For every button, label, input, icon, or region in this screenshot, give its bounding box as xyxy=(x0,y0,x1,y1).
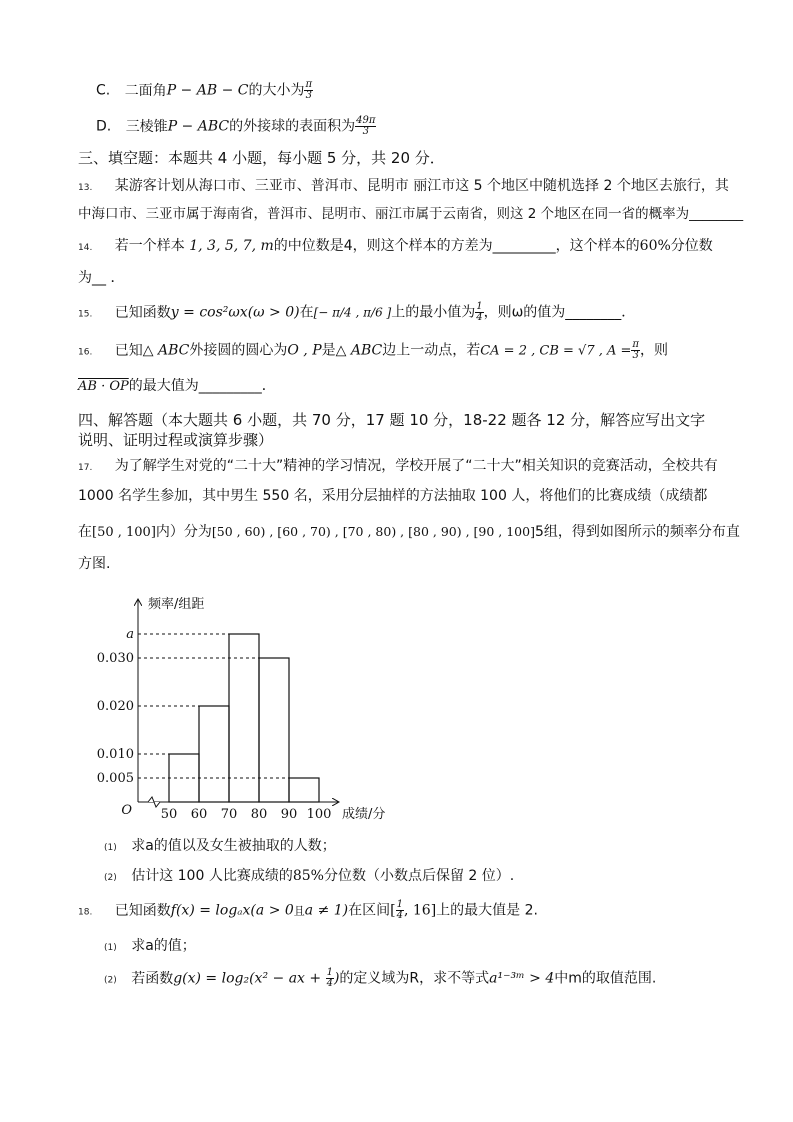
q14-line2: 为__ ． xyxy=(78,270,125,286)
x-tick-label: 100 xyxy=(306,807,332,822)
q18-line1 xyxy=(78,900,538,923)
question-text: ，则ω的值为________． xyxy=(483,304,636,321)
y-tick-label: 0.005 xyxy=(96,771,134,786)
question-number: 13. xyxy=(78,183,93,193)
math-expr: CA = 2 , CB = √7 , A = xyxy=(480,343,632,359)
math-expr: a¹⁻³ᵐ > 4 xyxy=(489,970,555,987)
math-expr: [− π/4 , π/6 ] xyxy=(313,305,392,320)
question-text: 某游客计划从海口市、三亚市、普洱市、昆明市 丽江市这 5 个地区中随机选择 2 个地区去旅行，其 xyxy=(114,178,729,194)
vector-expr: AB · OP xyxy=(78,379,129,394)
question-text: 是 xyxy=(321,342,336,359)
question-text: 已知 xyxy=(114,342,143,359)
q17-line3 xyxy=(78,522,740,543)
question-number: 18. xyxy=(78,907,93,918)
question-text: 内）分为 xyxy=(155,524,212,540)
option-d xyxy=(96,116,376,137)
q16-line1 xyxy=(78,340,668,363)
x-tick-label: 90 xyxy=(280,807,298,822)
question-text: 为了解学生对党的“二十大”精神的学习情况，学校开展了“二十大”相关知识的竞赛活动，全校共有 xyxy=(114,458,718,474)
question-text: 在 xyxy=(78,524,92,540)
x-tick-label: 60 xyxy=(190,807,208,822)
fraction: $\frac{\pi}{3}$ xyxy=(305,79,313,101)
math-expr: , 16] xyxy=(403,902,437,919)
y-tick-label: 0.030 xyxy=(96,651,134,666)
question-text: 已知函数 xyxy=(114,902,171,919)
fraction: $\frac{49\pi}{3}$ xyxy=(356,115,376,137)
math-expr: [ xyxy=(390,902,396,919)
q17-sub1 xyxy=(104,836,336,858)
option-text: 的大小为 xyxy=(248,82,305,99)
question-text: 在区间 xyxy=(348,902,391,919)
math-expr: g(x) = log₂(x² − ax + xyxy=(173,970,326,987)
frequency-histogram xyxy=(88,592,428,822)
question-text: 且 xyxy=(293,904,305,918)
origin-label: O xyxy=(121,803,132,818)
x-tick-label: 70 xyxy=(220,807,238,822)
histogram-bar xyxy=(229,634,259,802)
fraction: $\frac{1}{4}$ xyxy=(396,899,403,921)
question-text: 的定义域为R，求不等式 xyxy=(339,970,490,987)
option-text: 二面角 xyxy=(124,82,167,99)
sub-number: (2) xyxy=(104,873,117,883)
q17-sub2 xyxy=(104,866,514,888)
q15 xyxy=(78,302,635,325)
question-text: 的中位数是4，则这个样本的方差为_________，这个样本的 xyxy=(273,238,640,254)
option-label: C. xyxy=(96,82,111,99)
sub-number: (2) xyxy=(104,975,117,986)
question-number: 17. xyxy=(78,463,93,473)
y-tick-label: 0.010 xyxy=(96,747,134,762)
question-text: 若函数 xyxy=(131,970,174,987)
math-expr: △ ABC xyxy=(142,342,190,359)
math-expr: △ ABC xyxy=(335,342,383,359)
question-text: 外接圆的圆心为 xyxy=(189,342,288,359)
question-number: 14. xyxy=(78,243,93,253)
q17-line4: 方图. xyxy=(78,556,111,572)
math-expr: O , P xyxy=(287,342,322,359)
q17-line1 xyxy=(78,456,718,478)
question-text: 上的最大值是 2. xyxy=(436,902,538,919)
question-text: 分位数 xyxy=(670,238,713,254)
question-text: 的最大值为_________． xyxy=(128,378,276,394)
question-text: 5组，得到如图所示的频率分布直 xyxy=(534,524,740,540)
option-c xyxy=(96,80,313,101)
y-axis-label: 频率/组距 xyxy=(148,597,205,612)
x-tick-label: 50 xyxy=(160,807,178,822)
math-expr: P − AB − C xyxy=(166,82,249,99)
math-expr: y = cos²ωx(ω > 0) xyxy=(170,304,300,321)
fraction: $\frac{\pi}{3}$ xyxy=(632,339,639,361)
math-expr: 60% xyxy=(639,238,671,254)
y-tick-label: a xyxy=(126,627,134,642)
math-expr: 1, 3, 5, 7, m xyxy=(189,238,274,254)
q13-line2: 中海口市、三亚市属于海南省，普洱市、昆明市、丽江市属于云南省，则这 2 个地区在同一省的概率为________ xyxy=(78,206,744,222)
question-text: 上的最小值为 xyxy=(391,304,476,321)
option-label: D. xyxy=(96,118,112,135)
math-expr: P − ABC xyxy=(167,118,230,135)
question-text: 在 xyxy=(299,304,314,321)
question-text: 求a的值以及女生被抽取的人数； xyxy=(131,838,336,854)
q18-sub1 xyxy=(104,936,196,958)
math-expr: [50 , 60) , [60 , 70) , [70 , 80) , [80 , 90) , [90 , 100] xyxy=(211,524,535,539)
question-number: 16. xyxy=(78,347,93,358)
math-expr: a ≠ 1) xyxy=(304,902,349,919)
y-tick-label: 0.020 xyxy=(96,699,134,714)
x-tick-label: 80 xyxy=(250,807,268,822)
option-text: 三棱锥 xyxy=(125,118,168,135)
question-text: ，则 xyxy=(639,342,668,359)
x-axis-label: 成绩/分 xyxy=(342,807,386,822)
axis-break xyxy=(148,797,160,807)
math-expr: [50 , 100] xyxy=(92,525,156,540)
q14-line1 xyxy=(78,236,713,258)
math-expr: 85% xyxy=(292,868,324,884)
histogram-bar xyxy=(199,706,229,802)
histogram-bar xyxy=(259,658,289,802)
q17-line2: 1000 名学生参加，其中男生 550 名，采用分层抽样的方法抽取 100 人，将他们的比赛成绩（成绩都 xyxy=(78,488,708,504)
question-text: 中m的取值范围. xyxy=(554,970,657,987)
q13-line1 xyxy=(78,176,729,198)
question-text: 若一个样本 xyxy=(114,238,185,254)
section-heading-cont: 说明、证明过程或演算步骤） xyxy=(78,431,274,449)
fraction: $\frac{1}{4}$ xyxy=(326,967,333,989)
histogram-bar xyxy=(289,778,319,802)
question-text: 估计这 100 人比赛成绩的 xyxy=(131,868,293,884)
sub-number: (1) xyxy=(104,843,117,853)
question-text: 求a的值； xyxy=(131,938,196,954)
question-number: 15. xyxy=(78,309,93,320)
question-text: 已知函数 xyxy=(114,304,171,321)
sub-number: (1) xyxy=(104,943,117,953)
math-expr: ) xyxy=(333,970,340,987)
q16-line2 xyxy=(78,376,276,397)
fraction: $\frac{1}{4}$ xyxy=(476,301,483,323)
math-expr: f(x) = logₐx(a > 0 xyxy=(170,902,294,919)
question-text: 边上一动点，若 xyxy=(382,342,481,359)
section-heading: 三、填空题：本题共 4 小题，每小题 5 分，共 20 分． xyxy=(78,149,445,167)
section-heading: 四、解答题（本大题共 6 小题，共 70 分，17 题 10 分，18-22 题各 12 分，解答应写出文字 xyxy=(78,411,706,429)
question-text: 分位数（小数点后保留 2 位）. xyxy=(323,868,515,884)
q18-sub2 xyxy=(104,968,656,991)
option-text: 的外接球的表面积为 xyxy=(229,118,356,135)
